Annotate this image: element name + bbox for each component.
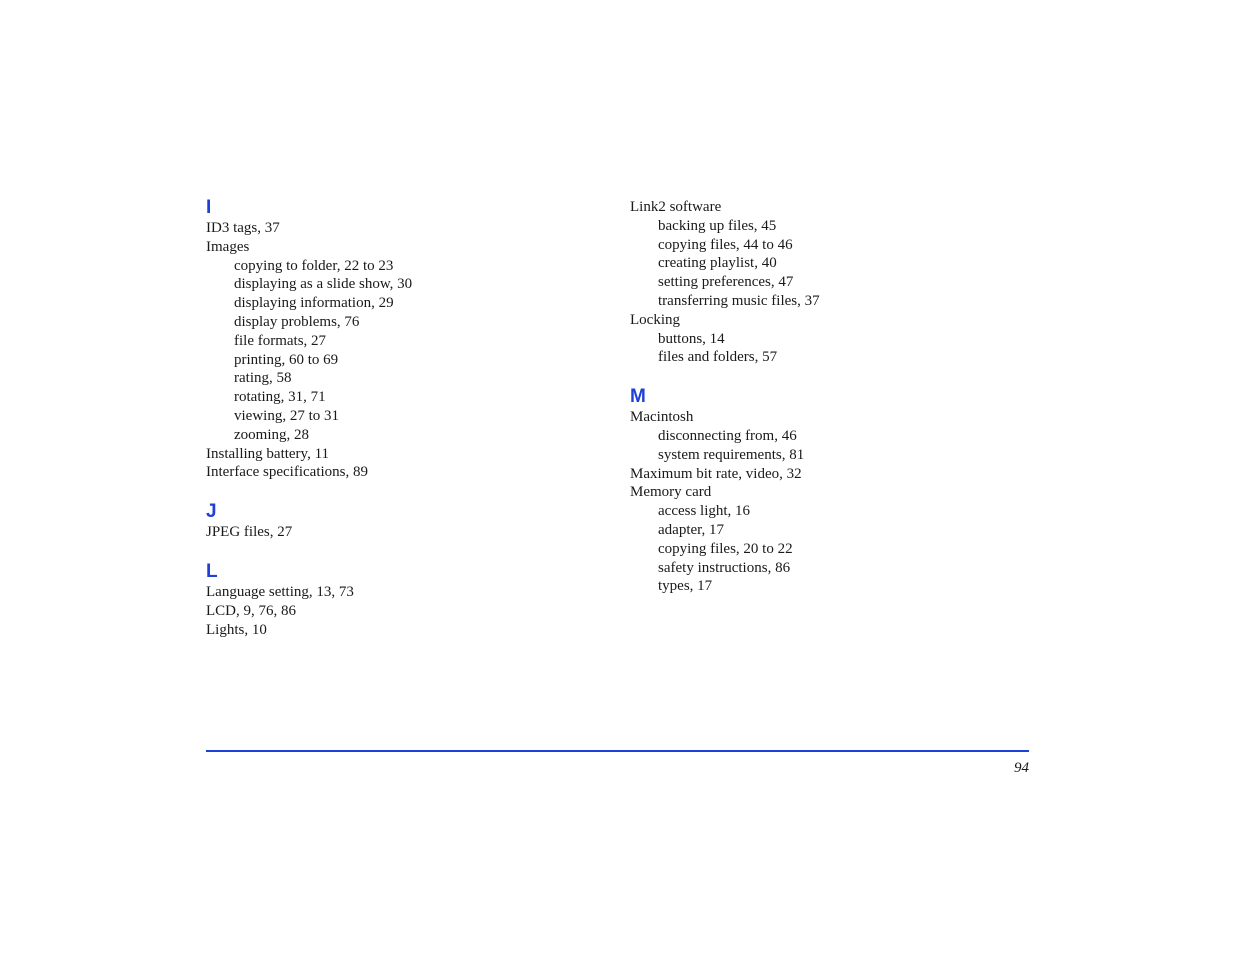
index-subentry: setting preferences, 47 [658,274,794,291]
index-entry: Images [206,238,250,255]
index-letter-heading: M [630,386,646,408]
footer-rule [206,750,1029,752]
index-entry: Interface specifications, 89 [206,464,369,481]
index-subentry: copying files, 20 to 22 [658,540,793,557]
index-subentry: transferring music files, 37 [658,292,820,309]
index-entry: Macintosh [630,409,694,426]
index-entry: ID3 tags, 37 [206,220,280,236]
index-section [206,562,606,639]
index-subentry: displaying as a slide show, 30 [234,276,413,293]
index-subentry: printing, 60 to 69 [234,351,339,368]
index-subentry: rating, 58 [234,370,292,387]
index-subentry: file formats, 27 [234,332,327,349]
page-number: 94 [1014,760,1029,776]
index-subentry: viewing, 27 to 31 [234,407,339,424]
index-entry: JPEG files, 27 [206,524,293,541]
index-subentry: files and folders, 57 [658,349,778,366]
index-subentry: creating playlist, 40 [658,255,777,272]
index-entry: Language setting, 13, 73 [206,583,354,600]
index-subentry: zooming, 28 [234,426,309,443]
index-column-left [206,198,606,659]
index-letter-heading: J [206,501,217,523]
index-subentry: displaying information, 29 [234,295,394,312]
index-entry: Memory card [630,484,712,501]
index-letter-heading: I [206,197,212,218]
index-section [630,387,1030,596]
index-entry: Installing battery, 11 [206,445,330,462]
index-subentry: disconnecting from, 46 [658,427,797,444]
index-column-right [630,198,1030,616]
index-subentry: buttons, 14 [658,330,725,347]
index-entry: Link2 software [630,199,722,215]
index-entry: Maximum bit rate, video, 32 [630,465,802,482]
index-section [630,198,1030,367]
index-subentry: copying to folder, 22 to 23 [234,257,394,274]
index-subentry: safety instructions, 86 [658,559,791,576]
index-subentry: backing up files, 45 [658,217,777,234]
index-letter-heading: L [206,560,218,582]
index-section [206,502,606,542]
index-subentry: types, 17 [658,578,713,595]
index-subentry: rotating, 31, 71 [234,389,326,406]
index-subentry: access light, 16 [658,503,751,520]
index-subentry: system requirements, 81 [658,446,805,463]
index-entry: Locking [630,311,680,328]
index-subentry: adapter, 17 [658,521,725,538]
index-entry: LCD, 9, 76, 86 [206,602,296,619]
index-subentry: copying files, 44 to 46 [658,236,793,253]
index-section [206,198,606,482]
index-entry: Lights, 10 [206,621,267,638]
index-subentry: display problems, 76 [234,313,360,330]
